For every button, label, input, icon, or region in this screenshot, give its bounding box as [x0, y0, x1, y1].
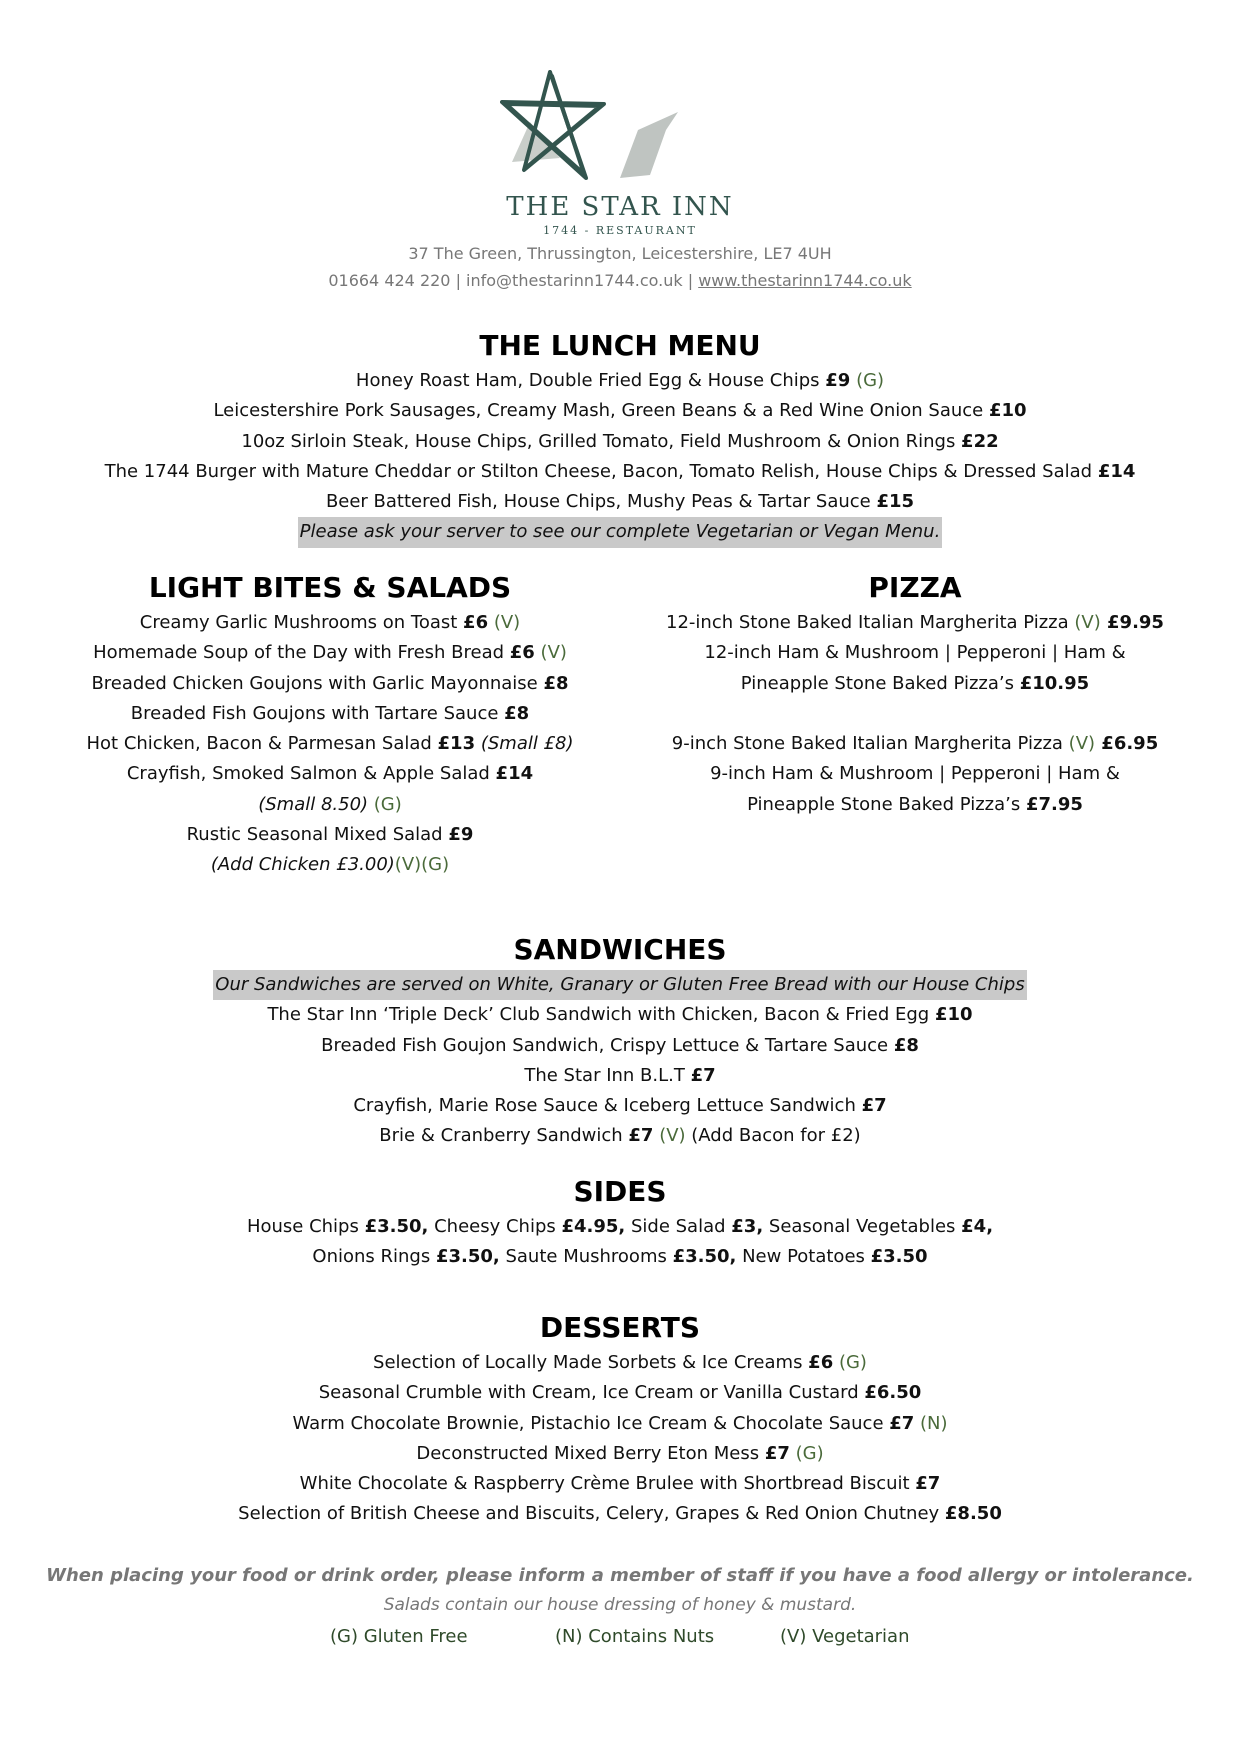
menu-item: Crayfish, Marie Rose Sauce & Iceberg Lettuce Sandwich £7: [353, 1095, 887, 1117]
diet-tag: (G): [368, 793, 402, 815]
dressing-note: Salads contain our house dressing of honey & mustard.: [383, 1595, 857, 1615]
price: £9: [825, 370, 851, 391]
menu-item: Seasonal Crumble with Cream, Ice Cream or Vanilla Custard £6.50: [318, 1382, 922, 1404]
price: £15: [876, 491, 915, 513]
menu-item-continued: (Add Chicken £3.00)(V)(G): [210, 854, 450, 876]
menu-item: Breaded Fish Goujon Sandwich, Crispy Lettuce & Tartare Sauce £8: [321, 1034, 919, 1056]
logo: [500, 70, 740, 250]
price: £8: [543, 672, 569, 694]
menu-item: The Star Inn ‘Triple Deck’ Club Sandwich with Chicken, Bacon & Fried Egg £10: [267, 1004, 973, 1026]
diet-tag: (V): [488, 612, 521, 633]
spacer: [640, 699, 1190, 729]
section-title: LIGHT BITES & SALADS: [148, 571, 512, 604]
menu-item: White Chocolate & Raspberry Crème Brulee with Shortbread Biscuit £7: [299, 1473, 941, 1495]
menu-item: Deconstructed Mixed Berry Eton Mess £7 (G): [416, 1442, 824, 1464]
section-title: THE LUNCH MENU: [479, 329, 761, 362]
menu-item: 10oz Sirloin Steak, House Chips, Grilled Tomato, Field Mushroom & Onion Rings £22: [241, 430, 999, 452]
contact-line: [0, 271, 1240, 290]
menu-item: Breaded Fish Goujons with Tartare Sauce £8: [130, 702, 530, 724]
menu-item: Warm Chocolate Brownie, Pistachio Ice Cream & Chocolate Sauce £7 (N): [292, 1412, 948, 1434]
key-vegetarian: (V) Vegetarian: [780, 1626, 910, 1647]
price: £9.95: [1100, 612, 1164, 633]
price: £6: [808, 1352, 834, 1373]
menu-item: Creamy Garlic Mushrooms on Toast £6 (V): [139, 612, 521, 633]
diet-tag: (V): [653, 1125, 686, 1147]
menu-item-continued: Pineapple Stone Baked Pizza’s £10.95: [740, 672, 1090, 694]
diet-tag: (V)(G): [394, 854, 450, 876]
price: £8: [893, 1034, 919, 1056]
sides-line: Onions Rings £3.50, Saute Mushrooms £3.50, New Potatoes £3.50: [312, 1246, 928, 1268]
star-logo-icon: [500, 70, 740, 195]
diet-tag: (G): [850, 370, 885, 391]
key-gluten-free: (G) Gluten Free: [330, 1626, 468, 1647]
menu-item: The Star Inn B.L.T £7: [524, 1064, 716, 1086]
light-bites-section: [30, 568, 630, 881]
price: £10.95: [1019, 672, 1090, 694]
diet-tag: (V): [534, 642, 567, 664]
price: £7: [889, 1412, 915, 1434]
menu-note: Please ask your server to see our complete Vegetarian or Vegan Menu.: [0, 517, 1240, 547]
price: £7: [861, 1095, 887, 1117]
menu-item: 12-inch Stone Baked Italian Margherita Pizza (V) £9.95: [666, 612, 1164, 633]
price: £7: [764, 1442, 790, 1464]
separator: |: [450, 271, 467, 290]
section-title: DESSERTS: [539, 1311, 701, 1344]
menu-item: Beer Battered Fish, House Chips, Mushy Peas & Tartar Sauce £15: [325, 491, 915, 513]
menu-item: Breaded Chicken Goujons with Garlic Mayonnaise £8: [91, 672, 569, 694]
menu-item: 9-inch Stone Baked Italian Margherita Pizza (V) £6.95: [671, 733, 1159, 755]
menu-item-continued: (Small 8.50) (G): [258, 793, 402, 815]
address: 37 The Green, Thrussington, Leicestershire, LE7 4UH: [408, 244, 832, 263]
key-contains-nuts: (N) Contains Nuts: [555, 1626, 715, 1647]
diet-tag: (V): [1068, 733, 1096, 755]
price: £13: [437, 733, 476, 755]
allergy-notice: When placing your food or drink order, please inform a member of staff if you have a food allergy or intolerance.: [46, 1565, 1194, 1586]
price: £6: [463, 612, 489, 633]
sandwiches-section: [0, 930, 1240, 1152]
price: £7: [628, 1125, 654, 1147]
menu-item: Brie & Cranberry Sandwich £7 (V) (Add Bacon for £2): [379, 1125, 861, 1147]
section-title: PIZZA: [868, 571, 962, 604]
diet-tag: (G): [833, 1352, 867, 1373]
logo-name: THE STAR INN: [506, 192, 734, 222]
desserts-section: [0, 1308, 1240, 1530]
price: £8: [504, 702, 530, 724]
diet-tag: (V): [1074, 612, 1101, 633]
menu-item: 12-inch Ham & Mushroom | Pepperoni | Ham &: [704, 642, 1126, 664]
sides-section: [0, 1172, 1240, 1273]
lunch-section: [0, 326, 1240, 548]
menu-item-continued: Pineapple Stone Baked Pizza’s £7.95: [747, 793, 1083, 815]
menu-item: Homemade Soup of the Day with Fresh Bread £6 (V): [93, 642, 567, 664]
menu-item: Crayfish, Smoked Salmon & Apple Salad £14: [126, 763, 534, 785]
price: £6.50: [864, 1382, 922, 1404]
price: £7: [915, 1473, 941, 1495]
menu-item: 9-inch Ham & Mushroom | Pepperoni | Ham &: [710, 763, 1120, 785]
price: £14: [495, 763, 534, 785]
section-title: SANDWICHES: [513, 933, 727, 966]
price: £9: [448, 824, 474, 846]
price: £7.95: [1025, 793, 1083, 815]
price: £10: [934, 1004, 973, 1026]
diet-tag: (N): [914, 1412, 948, 1434]
price: £7: [690, 1064, 716, 1086]
price: £10: [988, 400, 1027, 422]
menu-note: Our Sandwiches are served on White, Granary or Gluten Free Bread with our House Chips: [0, 970, 1240, 1000]
email: info@thestarinn1744.co.uk: [466, 271, 683, 290]
section-title: SIDES: [573, 1175, 667, 1208]
lunch-items: [0, 366, 1240, 548]
price: £14: [1097, 460, 1136, 482]
menu-item: Honey Roast Ham, Double Fried Egg & House Chips £9 (G): [355, 370, 885, 391]
menu-item: Selection of Locally Made Sorbets & Ice Creams £6 (G): [373, 1352, 867, 1373]
menu-item: Rustic Seasonal Mixed Salad £9: [186, 824, 474, 846]
price: £22: [961, 430, 999, 452]
sides-line: House Chips £3.50, Cheesy Chips £4.95, Side Salad £3, Seasonal Vegetables £4,: [246, 1216, 994, 1237]
price: £8.50: [944, 1503, 1002, 1525]
logo-subtitle: 1744 - RESTAURANT: [543, 224, 697, 237]
price: £6.95: [1095, 733, 1159, 755]
menu-item: Leicestershire Pork Sausages, Creamy Mash, Green Beans & a Red Wine Onion Sauce £10: [213, 400, 1027, 422]
separator: |: [682, 271, 699, 290]
price: £6: [509, 642, 535, 664]
menu-item: Selection of British Cheese and Biscuits, Celery, Grapes & Red Onion Chutney £8.50: [238, 1503, 1002, 1525]
pizza-section: [640, 568, 1190, 820]
phone: 01664 424 220: [328, 271, 451, 290]
menu-item: The 1744 Burger with Mature Cheddar or Stilton Cheese, Bacon, Tomato Relish, House Chips & Dressed Salad £14: [104, 460, 1136, 482]
website-link[interactable]: www.thestarinn1744.co.uk: [698, 271, 912, 290]
menu-item: Hot Chicken, Bacon & Parmesan Salad £13 (Small £8): [86, 733, 574, 755]
diet-tag: (G): [789, 1442, 824, 1464]
